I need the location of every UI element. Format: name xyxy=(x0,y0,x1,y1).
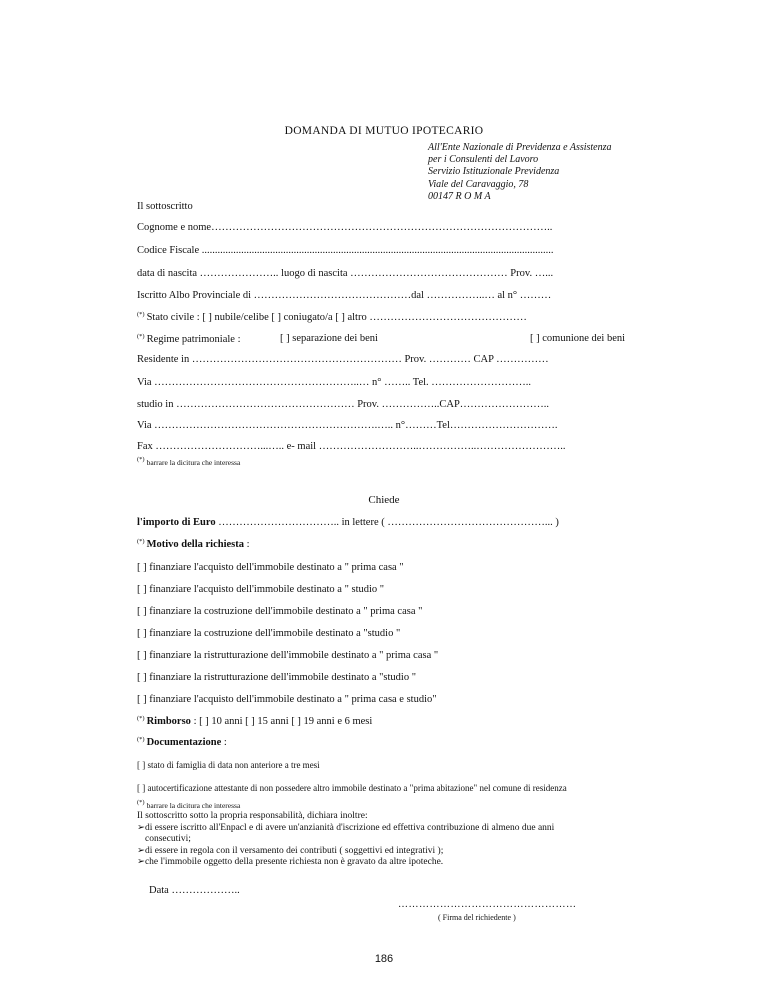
document-title: DOMANDA DI MUTUO IPOTECARIO xyxy=(284,125,484,137)
codice-fiscale-field[interactable]: Codice Fiscale ...................................................................................................................................... xyxy=(137,245,554,256)
page-number: 186 xyxy=(374,953,394,965)
documento-option-2[interactable]: [ ] autocertificazione attestante di non possedere altro immobile destinato a "prima abitazione" nel comune di residenza xyxy=(137,783,567,793)
signature-caption: ( Firma del richiedente ) xyxy=(438,913,516,922)
asterisk-mark: (*) xyxy=(137,538,145,545)
importo-label: l'importo di Euro xyxy=(137,517,216,528)
asterisk-mark: (*) xyxy=(137,799,145,806)
sottoscritto-label: Il sottoscritto xyxy=(137,201,193,212)
declaration-line: Il sottoscritto sotto la propria responsabilità, dichiara inoltre: xyxy=(137,811,368,821)
stato-civile-field[interactable] xyxy=(137,311,527,323)
declaration-line: ➢di essere in regola con il versamento dei contributi ( soggettivi ed integrativi ); xyxy=(137,845,444,856)
importo-field[interactable] xyxy=(137,517,559,528)
via-studio-field[interactable]: Via ……………………………………………………….….. n°………Tel…………………………. xyxy=(137,420,558,431)
documento-option-1[interactable]: [ ] stato di famiglia di data non anteriore a tre mesi xyxy=(137,760,320,770)
fax-email-field[interactable]: Fax …………………………...….. e- mail ………………………..……………..…………………….. xyxy=(137,441,566,452)
rimborso-label: Rimborso xyxy=(146,716,191,727)
motivo-colon: : xyxy=(244,539,250,550)
recipient-line: 00147 R O M A xyxy=(428,190,491,202)
regime-label xyxy=(137,333,240,345)
declaration-line: ➢di essere iscritto all'Enpacl e di avere un'anzianità d'iscrizione ed effettiva contribuzione di almeno due anni xyxy=(137,822,555,833)
asterisk-mark: (*) xyxy=(137,736,145,743)
declaration-line: consecutivi; xyxy=(145,834,191,845)
motivo-option-1[interactable]: [ ] finanziare l'acquisto dell'immobile destinato a " prima casa " xyxy=(137,562,404,573)
footnote-barrare xyxy=(137,456,240,467)
albo-field[interactable]: Iscritto Albo Provinciale di ………………………………………dal ……………..… al n° ……… xyxy=(137,290,552,301)
regime-label-text: Regime patrimoniale : xyxy=(146,334,241,345)
motivo-option-5[interactable]: [ ] finanziare la ristrutturazione dell'immobile destinato a " prima casa " xyxy=(137,650,439,661)
motivo-option-7[interactable]: [ ] finanziare l'acquisto dell'immobile destinato a " prima casa e studio" xyxy=(137,694,437,705)
declaration-line: ➢che l'immobile oggetto della presente richiesta non è gravato da altre ipoteche. xyxy=(137,857,444,868)
studio-field[interactable]: studio in …………………………………………… Prov. ……………..CAP…………………….. xyxy=(137,399,550,410)
motivo-option-3[interactable]: [ ] finanziare la costruzione dell'immobile destinato a " prima casa " xyxy=(137,606,423,617)
asterisk-mark: (*) xyxy=(137,311,145,318)
via-residenza-field[interactable]: Via …………………………………………………..… n° …….. Tel. ……………………….. xyxy=(137,377,532,388)
documentazione-heading xyxy=(137,736,227,748)
rimborso-options: : [ ] 10 anni [ ] 15 anni [ ] 19 anni e 6 mesi xyxy=(190,716,373,727)
footnote-barrare-2 xyxy=(137,799,240,810)
signature-line[interactable]: …………………………………………… xyxy=(398,899,577,910)
chiede-heading: Chiede xyxy=(368,494,400,506)
residente-field[interactable]: Residente in …………………………………………………… Prov. ………… CAP …………… xyxy=(137,354,549,365)
regime-comunione-option[interactable]: [ ] comunione dei beni xyxy=(530,333,626,344)
recipient-line: Viale del Caravaggio, 78 xyxy=(428,178,529,190)
motivo-option-2[interactable]: [ ] finanziare l'acquisto dell'immobile destinato a " studio " xyxy=(137,584,385,595)
stato-civile-text: Stato civile : [ ] nubile/celibe [ ] coniugato/a [ ] altro ……………………………………… xyxy=(146,312,527,323)
recipient-line: Servizio Istituzionale Previdenza xyxy=(428,166,560,178)
cognome-field[interactable]: Cognome e nome…………………………………………………………………………………….. xyxy=(137,222,553,233)
regime-separazione-option[interactable]: [ ] separazione dei beni xyxy=(280,333,378,344)
documentazione-colon: : xyxy=(221,737,227,748)
recipient-line: per i Consulenti del Lavoro xyxy=(428,154,539,166)
recipient-line: All'Ente Nazionale di Previdenza e Assistenza xyxy=(428,142,612,153)
asterisk-mark: (*) xyxy=(137,333,145,340)
motivo-option-6[interactable]: [ ] finanziare la ristrutturazione dell'immobile destinato a "studio " xyxy=(137,672,417,683)
motivo-label: Motivo della richiesta xyxy=(146,539,244,550)
rimborso-field[interactable] xyxy=(137,715,372,727)
recipient-address xyxy=(428,142,612,203)
documentazione-label: Documentazione xyxy=(146,737,222,748)
importo-blanks: …………………………….. in lettere ( ………………………………………... ) xyxy=(215,517,559,528)
motivo-heading xyxy=(137,538,250,550)
asterisk-mark: (*) xyxy=(137,715,145,722)
data-field[interactable]: Data ……………….. xyxy=(149,885,240,896)
nascita-field[interactable]: data di nascita ………………….. luogo di nascita ……………………………………… Prov. …... xyxy=(137,268,554,279)
declaration-block xyxy=(137,811,554,869)
asterisk-mark: (*) xyxy=(137,456,145,463)
motivo-option-4[interactable]: [ ] finanziare la costruzione dell'immobile destinato a "studio " xyxy=(137,628,401,639)
footnote-text: barrare la dicitura che interessa xyxy=(146,458,241,467)
footnote-text: barrare la dicitura che interessa xyxy=(146,801,241,810)
